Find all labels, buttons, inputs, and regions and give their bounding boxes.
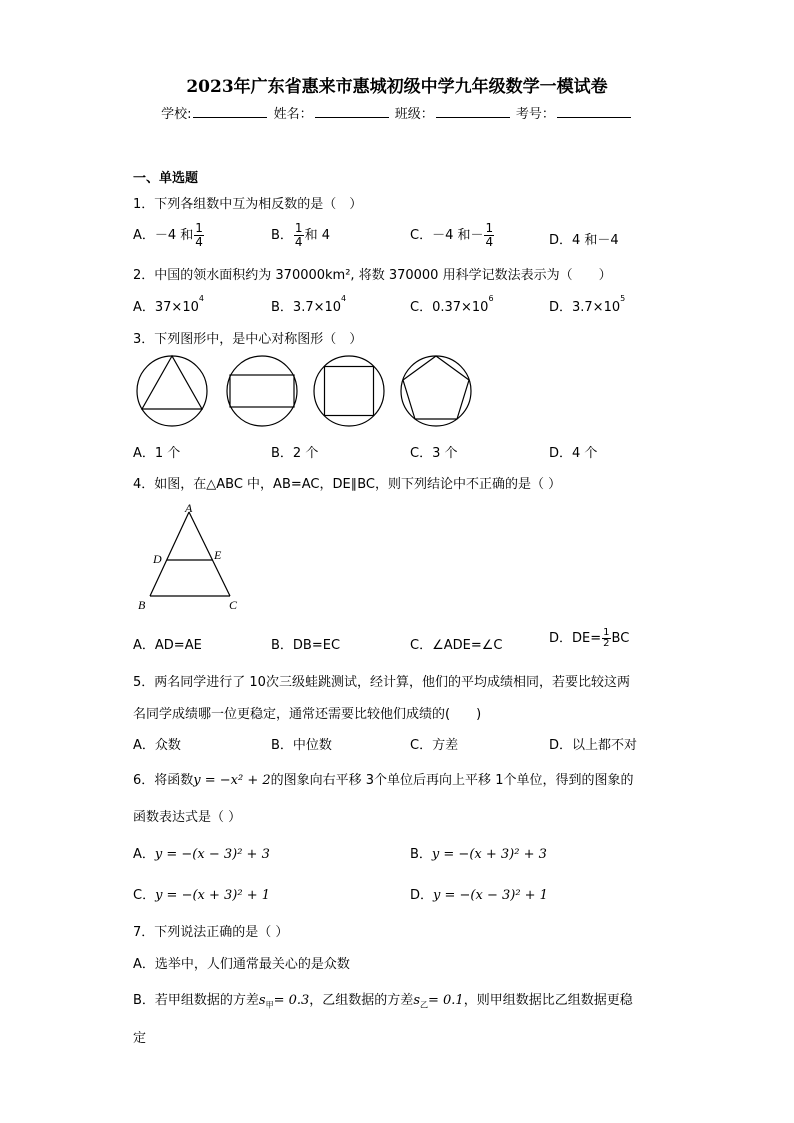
class-blank (436, 105, 510, 118)
q3-option-d: D．4 个 (549, 446, 598, 461)
function-expression: y = −x² + 2 (193, 773, 271, 788)
q2-option-b: B．$3.7\times 10^4$ (271, 294, 347, 315)
q1-option-d: D．4 和－4 (549, 233, 619, 248)
q5-option-b: B．中位数 (271, 738, 332, 753)
q3-figures (134, 352, 484, 432)
q7-option-a: A．选举中，人们通常最关心的是众数 (133, 957, 350, 972)
q4-stem: 4．如图，在△ABC 中，AB=AC，DE∥BC，则下列结论中不正确的是（ ） (133, 477, 562, 492)
q3-option-b: B．2 个 (271, 446, 319, 461)
school-label: 学校: (161, 107, 192, 122)
q7-option-b-continued: 定 (133, 1031, 147, 1046)
triangle-figure (134, 498, 254, 616)
student-info-row (0, 103, 794, 122)
class-label: 班级： (394, 107, 434, 122)
vertex-b-label: B (138, 598, 146, 612)
q7-option-b: B．若甲组数据的方差$s_甲= 0.3$，乙组数据的方差$s_乙= 0.1$，则甲组数据比乙组数据更稳 (133, 993, 633, 1010)
q1-option-b: B． $\frac{1}{4}$ 和 4 (271, 221, 330, 249)
q6-option-a: A．y = −(x − 3)² + 3 (133, 847, 270, 862)
q2-option-a: A．$37\times 10^4$ (133, 294, 204, 315)
q2-option-d: D．$3.7\times 10^5$ (549, 294, 626, 315)
q6-stem-line2: 函数表达式是（ ） (133, 810, 242, 825)
q3-option-a: A．1 个 (133, 446, 181, 461)
q7-stem: 7．下列说法正确的是（ ） (133, 925, 289, 940)
q1-option-c: C．－4 和－ $\frac{1}{4}$ (410, 221, 494, 249)
q3-option-c: C．3 个 (410, 446, 458, 461)
q6-option-d: D．y = −(x − 3)² + 1 (410, 888, 548, 903)
vertex-a-label: A (185, 501, 193, 515)
q3-stem: 3．下列图形中，是中心对称图形（ ） (133, 332, 363, 347)
circle-triangle-figure (137, 356, 207, 426)
q1-stem: 1．下列各组数中互为相反数的是（ ） (133, 197, 363, 212)
circle-rectangle-figure (227, 356, 297, 426)
q2-stem: 2．中国的领水面积约为 370000km², 将数 370000 用科学记数法表示为（ ） (133, 268, 612, 283)
number-label: 考号： (515, 107, 555, 122)
circle-pentagon-figure (401, 356, 471, 426)
q5-option-a: A．众数 (133, 738, 181, 753)
q4-option-b: B．DB=EC (271, 638, 341, 653)
name-blank (315, 105, 389, 118)
point-d-label: D (153, 552, 162, 566)
q4-option-a: A．AD=AE (133, 638, 202, 653)
q2-option-c: C．$0.37\times 10^6$ (410, 294, 494, 315)
school-blank (193, 105, 267, 118)
section-heading: 一、单选题 (133, 171, 199, 186)
circle-square-figure (314, 356, 384, 426)
q5-stem-line2: 名同学成绩哪一位更稳定，通常还需要比较他们成绩的( ) (133, 707, 482, 722)
number-blank (557, 105, 631, 118)
page-title: 2023年广东省惠来市惠城初级中学九年级数学一模试卷 (186, 77, 608, 97)
q5-stem-line1: 5．两名同学进行了 10次三级蛙跳测试，经计算，他们的平均成绩相同，若要比较这两 (133, 675, 630, 690)
q6-stem-line1: 6．将函数y = −x² + 2的图象向右平移 3个单位后再向上平移 1个单位，得到的图象的 (133, 773, 634, 788)
q4-option-d: D．DE= $\frac{1}{2}$ BC (549, 627, 630, 649)
name-label: 姓名： (273, 107, 313, 122)
q1-option-a: A．－4 和 $\frac{1}{4}$ (133, 221, 203, 249)
q5-option-c: C．方差 (410, 738, 459, 753)
q4-option-c: C．∠ADE=∠C (410, 638, 503, 653)
vertex-c-label: C (229, 598, 238, 612)
q5-option-d: D．以上都不对 (549, 738, 638, 753)
q6-option-c: C．y = −(x + 3)² + 1 (133, 888, 271, 903)
point-e-label: E (214, 548, 222, 562)
q6-option-b: B．y = −(x + 3)² + 3 (410, 847, 547, 862)
